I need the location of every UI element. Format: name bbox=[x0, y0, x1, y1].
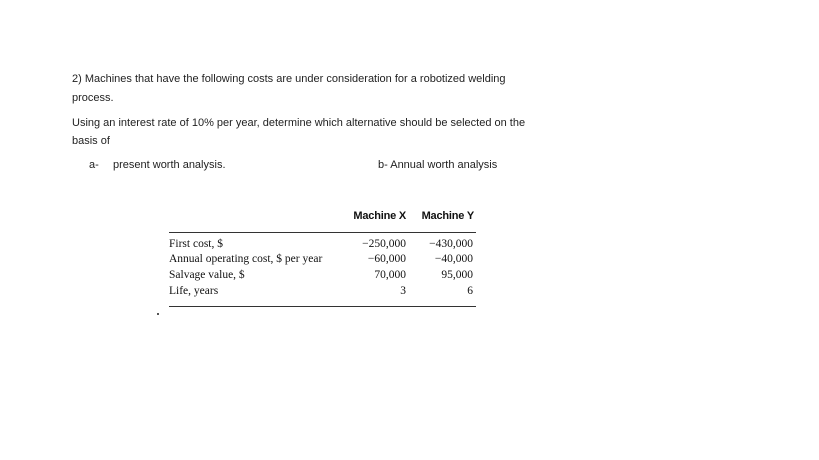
part-b-text: b- Annual worth analysis bbox=[378, 159, 498, 171]
part-a bbox=[89, 156, 226, 175]
table-row-salvage-value bbox=[169, 267, 476, 283]
row-label: Annual operating cost, $ per year bbox=[169, 253, 323, 265]
machine-x-value: 3 bbox=[400, 285, 406, 297]
table-row-life bbox=[169, 283, 476, 299]
table-row-operating-cost bbox=[169, 251, 476, 267]
header-machine-y: Machine Y bbox=[421, 210, 474, 222]
machine-y-value: −430,000 bbox=[429, 238, 473, 250]
row-label: Salvage value, $ bbox=[169, 269, 245, 281]
instruction-text-line-1: Using an interest rate of 10% per year, determine which alternative should be selected on the bbox=[72, 117, 526, 129]
part-a-marker: a- bbox=[89, 159, 99, 171]
machine-x-value: −250,000 bbox=[362, 238, 406, 250]
machine-y-value: −40,000 bbox=[434, 253, 473, 265]
question-text-line-2: process. bbox=[72, 92, 114, 104]
part-a-text: present worth analysis. bbox=[113, 159, 226, 171]
machine-y-value: 6 bbox=[467, 285, 473, 297]
question-text-line-1: 2) Machines that have the following costs are under consideration for a robotized welding bbox=[72, 73, 506, 85]
table-row-first-cost bbox=[169, 236, 476, 252]
table-top-rule bbox=[169, 232, 476, 233]
machine-x-value: 70,000 bbox=[374, 269, 406, 281]
machine-y-value: 95,000 bbox=[441, 269, 473, 281]
instruction-text-line-2: basis of bbox=[72, 135, 110, 147]
table-bottom-rule bbox=[169, 306, 476, 307]
row-label: First cost, $ bbox=[169, 238, 223, 250]
stray-dot bbox=[157, 313, 159, 315]
row-label: Life, years bbox=[169, 285, 219, 297]
header-machine-x: Machine X bbox=[353, 210, 406, 222]
machine-x-value: −60,000 bbox=[367, 253, 406, 265]
